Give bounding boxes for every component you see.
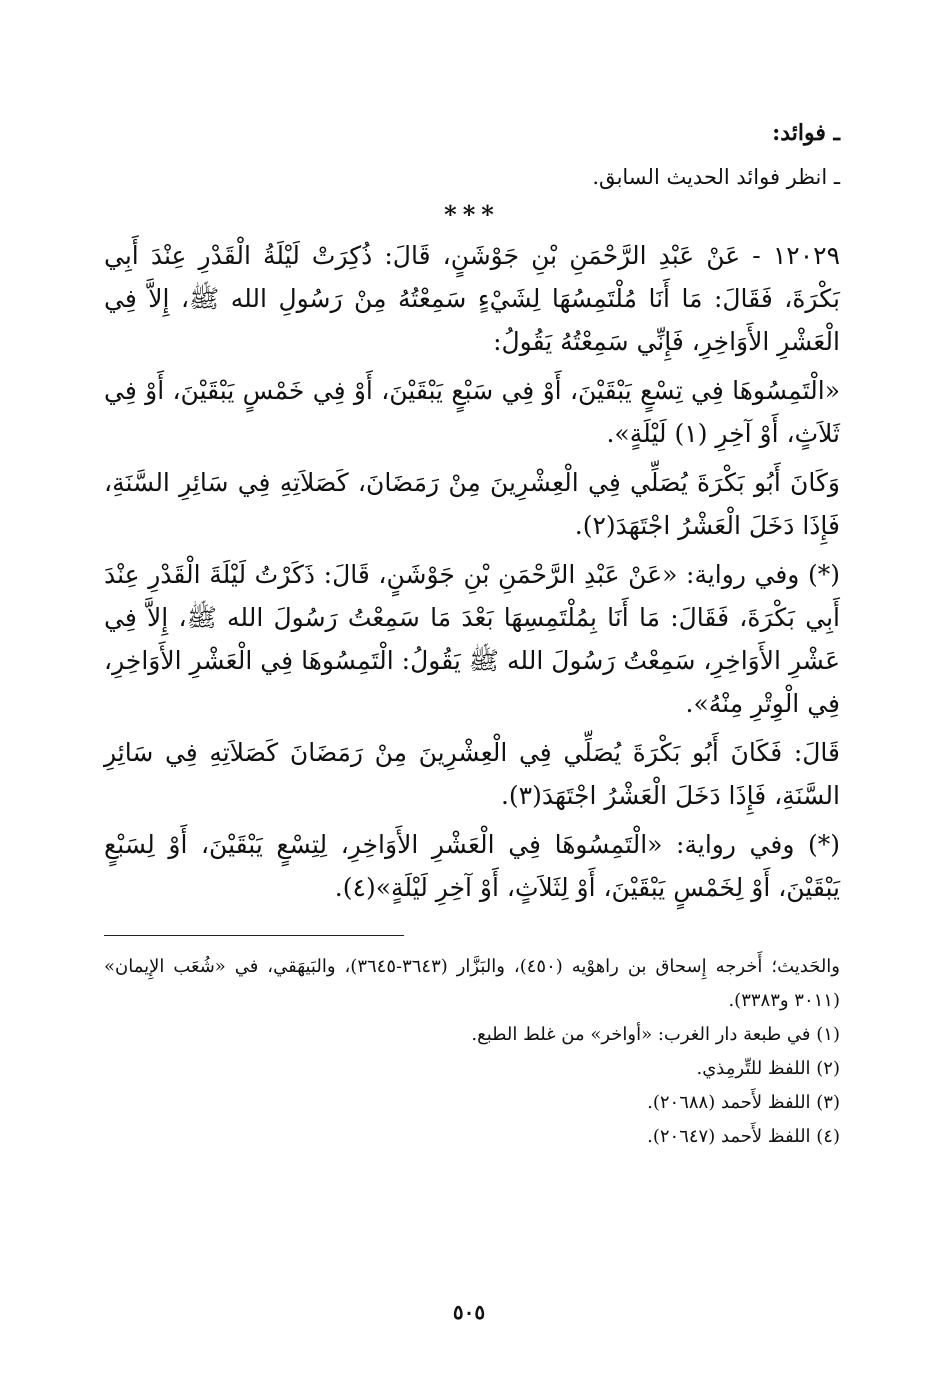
hadith-paragraph: قَالَ: فَكَانَ أَبُو بَكْرَةَ يُصَلِّي فِي الْعِشْرِينَ مِنْ رَمَضَانَ كَصَلاَتِهِ فِي سَائِرِ السَّنَةِ، فَإِذَا دَخَلَ الْعَشْرُ اجْتَهَدَ(٣). [104, 738, 840, 810]
footnote-divider [104, 935, 404, 936]
footnote: والحَديث؛ أَخرجه إِسحاق بن راهوْيه (٤٥٠)، والبَزَّار (٣٦٤٣-٣٦٤٥)، والبَيهَقي، في «شُعَب الإِيمان» (٣٠١١ و٣٣٨٣). [104, 956, 840, 1011]
footnote: (٢) اللفظ للتِّرمِذي. [696, 1058, 840, 1079]
footnote: (٣) اللفظ لأَحمد (٢٠٦٨٨). [647, 1092, 840, 1113]
page-content [104, 118, 840, 1154]
hadith-paragraph: (*) وفي رواية: «الْتَمِسُوهَا فِي الْعَشْرِ الأَوَاخِرِ، لِتِسْعٍ يَبْقَيْنَ، أَوْ لِسَبْعٍ يَبْقَيْنَ، أَوْ لِخَمْسٍ يَبْقَيْنَ، أَوْ لِثَلاَثٍ، أَوْ آخِرِ لَيْلَةٍ»(٤). [104, 830, 840, 902]
section-heading: ـ فوائد: [772, 120, 840, 146]
hadith-paragraph: وَكَانَ أَبُو بَكْرَةَ يُصَلِّي فِي الْعِشْرِينَ مِنْ رَمَضَانَ، كَصَلاَتِهِ فِي سَائِرِ السَّنَةِ، فَإِذَا دَخَلَ الْعَشْرُ اجْتَهَدَ(٢). [104, 468, 840, 540]
page-number: ٥٠٥ [452, 1300, 486, 1324]
hadith-paragraph: «الْتَمِسُوهَا فِي تِسْعٍ يَبْقَيْنَ، أَوْ فِي سَبْعٍ يَبْقَيْنَ، أَوْ فِي خَمْسٍ يَبْقَيْنَ، أَوْ فِي ثَلاَثٍ، أَوْ آخِرِ (١) لَيْلَةٍ». [104, 376, 840, 448]
footnote: (٤) اللفظ لأَحمد (٢٠٦٤٧). [647, 1126, 840, 1147]
footnotes [104, 950, 840, 1154]
hadith-paragraph: ١٢٠٢٩ - عَنْ عَبْدِ الرَّحْمَنِ بْنِ جَوْشَنٍ، قَالَ: ذُكِرَتْ لَيْلَةُ الْقَدْرِ عِنْدَ أَبِي بَكْرَةَ، فَقَالَ: مَا أَنَا مُلْتَمِسُهَا لِشَيْءٍ سَمِعْتُهُ مِنْ رَسُولِ الله ﷺ، إِلاَّ فِي الْعَشْرِ الأَوَاخِرِ، فَإِنِّي سَمِعْتُهُ يَقُولُ: [104, 241, 840, 356]
hadith-text [104, 234, 840, 909]
footnote: (١) في طبعة دار الغرب: «أواخر» من غلط الطبع. [471, 1024, 840, 1045]
separator: *** [444, 200, 500, 229]
hadith-paragraph: (*) وفي رواية: «عَنْ عَبْدِ الرَّحْمَنِ بْنِ جَوْشَنٍ، قَالَ: ذَكَرْتُ لَيْلَةَ الْقَدْرِ عِنْدَ أَبِي بَكْرَةَ، فَقَالَ: مَا أَنَا بِمُلْتَمِسِهَا بَعْدَ مَا سَمِعْتُ رَسُولَ الله ﷺ، إِلاَّ فِي عَشْرِ الأَوَاخِرِ، سَمِعْتُ رَسُولَ الله ﷺ يَقُولُ: الْتَمِسُوهَا فِي الْعَشْرِ الأَوَاخِرِ، فِي الْوِتْرِ مِنْهُ». [104, 560, 840, 718]
benefit-note: ـ انظر فوائد الحديث السابق. [592, 165, 840, 189]
